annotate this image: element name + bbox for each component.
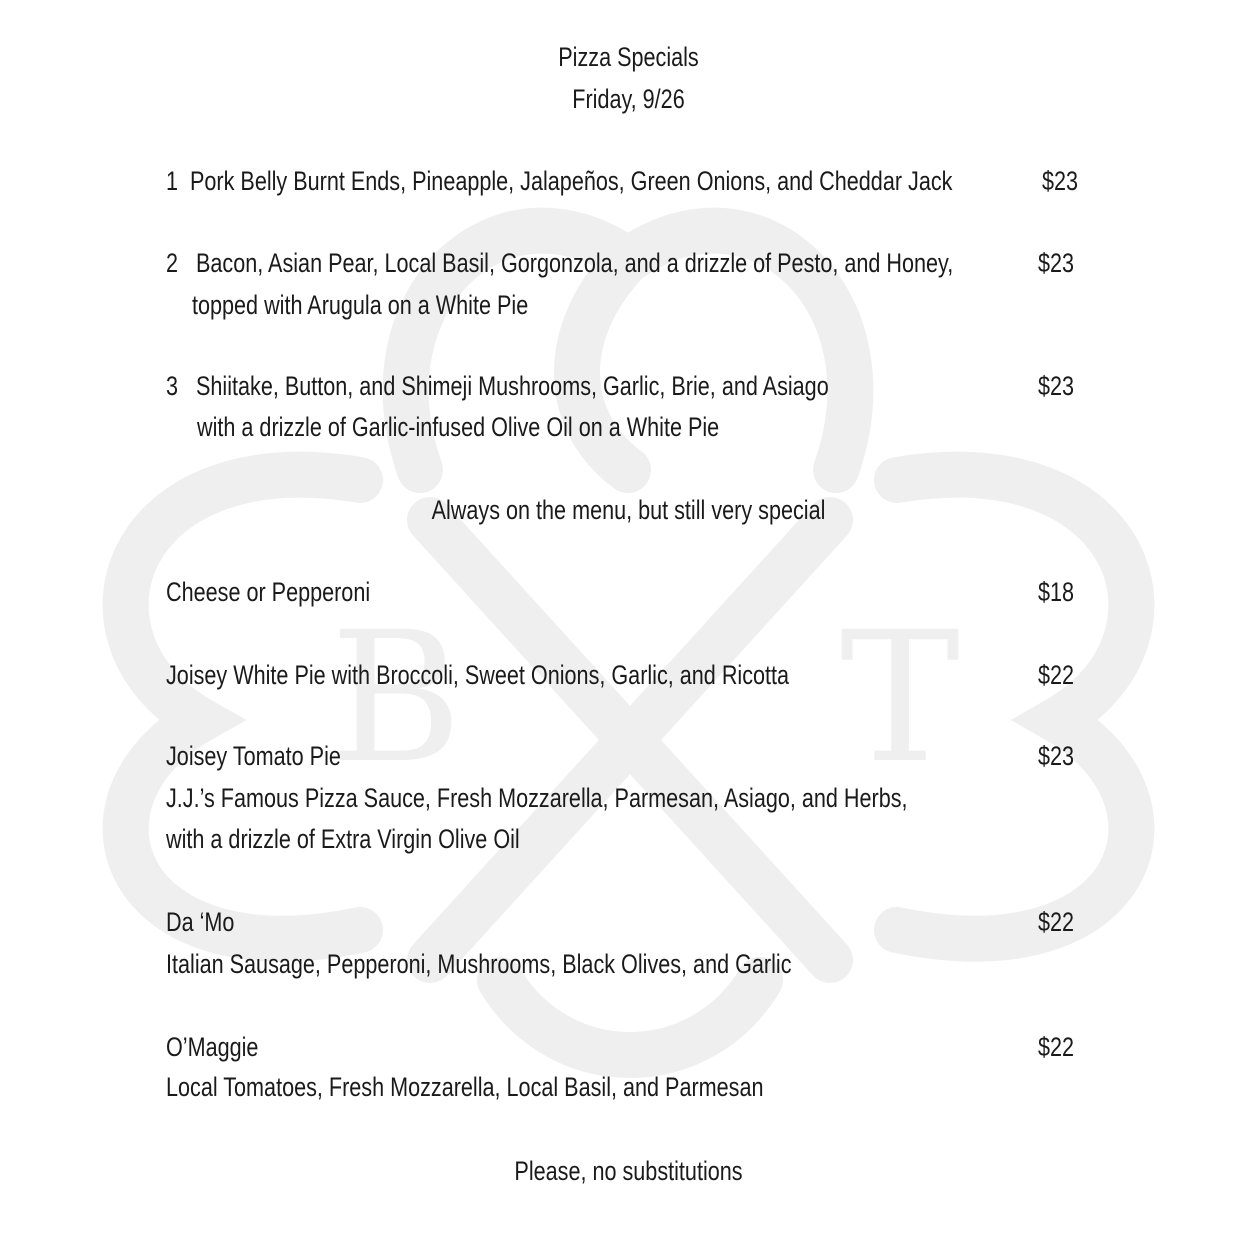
special-3-price: $23 xyxy=(1038,371,1075,401)
regular-4-price: $22 xyxy=(1038,907,1075,937)
regular-5-description: Local Tomatoes, Fresh Mozzarella, Local Basil, and Parmesan xyxy=(166,1072,764,1102)
special-2-description-line-1: Bacon, Asian Pear, Local Basil, Gorgonzola, and a drizzle of Pesto, and Honey, xyxy=(196,248,954,278)
special-2-description-line-2: topped with Arugula on a White Pie xyxy=(192,290,529,320)
regular-1-description: Cheese or Pepperoni xyxy=(166,577,371,607)
section-heading: Always on the menu, but still very special xyxy=(431,495,826,525)
regular-3-description-line-2: with a drizzle of Extra Virgin Olive Oil xyxy=(166,824,520,854)
regular-2-price: $22 xyxy=(1038,660,1075,690)
special-1-price: $23 xyxy=(1042,166,1079,196)
special-3-number: 3 xyxy=(166,371,179,401)
menu-date: Friday, 9/26 xyxy=(572,84,685,114)
regular-3-name: Joisey Tomato Pie xyxy=(166,741,341,771)
regular-4-name: Da ‘Mo xyxy=(166,907,235,937)
special-2-number: 2 xyxy=(166,248,179,278)
regular-1-price: $18 xyxy=(1038,577,1075,607)
menu-title: Pizza Specials xyxy=(558,42,699,72)
special-1-number: 1 xyxy=(166,166,179,196)
regular-5-name: O’Maggie xyxy=(166,1032,259,1062)
regular-3-description-line-1: J.J.’s Famous Pizza Sauce, Fresh Mozzarella, Parmesan, Asiago, and Herbs, xyxy=(166,783,908,813)
special-3-description-line-1: Shiitake, Button, and Shimeji Mushrooms, Garlic, Brie, and Asiago xyxy=(196,371,829,401)
monogram-letter-left: B xyxy=(330,594,463,803)
regular-5-price: $22 xyxy=(1038,1032,1075,1062)
special-2-price: $23 xyxy=(1038,248,1075,278)
regular-4-description: Italian Sausage, Pepperoni, Mushrooms, Black Olives, and Garlic xyxy=(166,949,792,979)
monogram-letter-right: T xyxy=(840,594,961,803)
special-3-description-line-2: with a drizzle of Garlic-infused Olive Oil on a White Pie xyxy=(197,412,720,442)
regular-2-description: Joisey White Pie with Broccoli, Sweet Onions, Garlic, and Ricotta xyxy=(166,660,790,690)
special-1-description: Pork Belly Burnt Ends, Pineapple, Jalapeños, Green Onions, and Cheddar Jack xyxy=(190,166,953,196)
regular-3-price: $23 xyxy=(1038,741,1075,771)
footer-note: Please, no substitutions xyxy=(514,1156,743,1186)
